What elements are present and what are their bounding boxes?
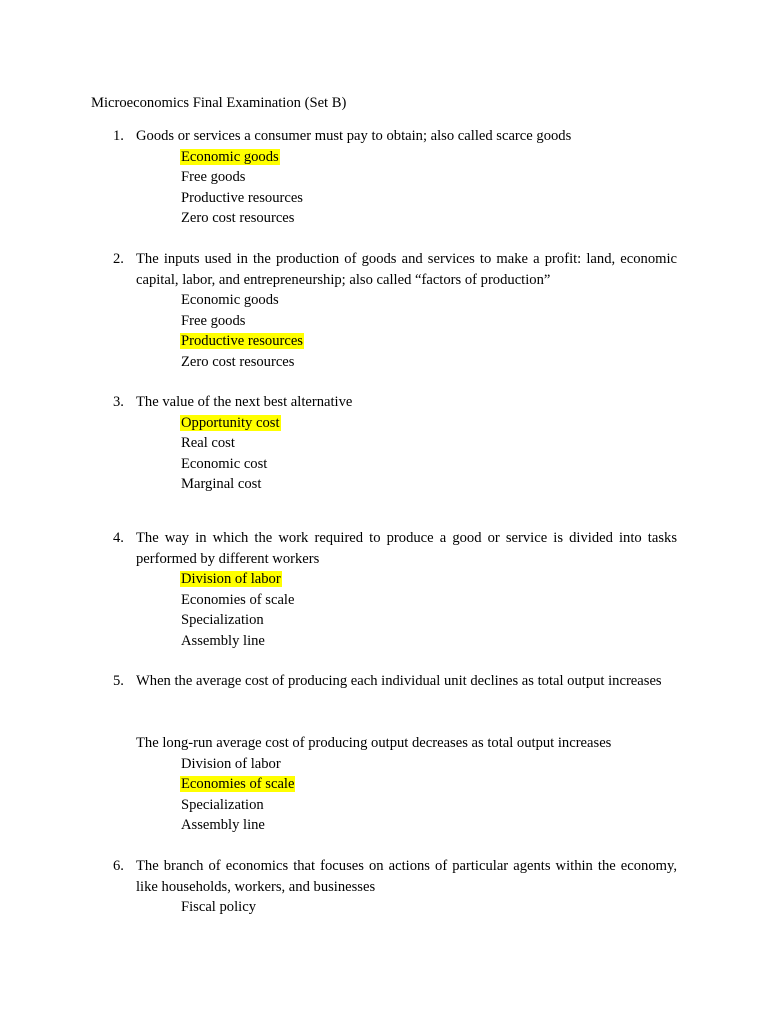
answer-option-label: Assembly line — [181, 817, 265, 834]
answer-option — [180, 188, 304, 209]
answer-options — [180, 147, 304, 229]
answer-option — [180, 331, 304, 352]
question-text: The branch of economics that focuses on actions of particular agents within the economy, like households, workers, and businesses — [136, 858, 677, 895]
answer-option-label: Specialization — [181, 612, 264, 629]
answer-option — [180, 590, 295, 611]
answer-option-label: Productive resources — [181, 333, 303, 350]
answer-option — [180, 795, 295, 816]
question-number: 4. — [113, 530, 124, 546]
answer-option-label: Real cost — [181, 435, 235, 452]
question-text: The inputs used in the production of goods and services to make a profit: land, economic capital, labor, and entrepreneurship; also called “factors of production” — [136, 251, 677, 288]
answer-option — [180, 352, 304, 373]
answer-option — [180, 474, 281, 495]
answer-option — [180, 897, 257, 918]
answer-option-label: Productive resources — [181, 189, 303, 206]
document-title: Microeconomics Final Examination (Set B) — [91, 95, 347, 111]
answer-option — [180, 167, 304, 188]
answer-option-label: Division of labor — [181, 755, 281, 772]
answer-option-label: Opportunity cost — [181, 414, 280, 431]
question-text: The value of the next best alternative — [136, 394, 353, 410]
answer-option — [180, 610, 295, 631]
answer-option — [180, 815, 295, 836]
answer-option-label: Fiscal policy — [181, 899, 256, 916]
answer-option-label: Economies of scale — [181, 591, 295, 608]
answer-option-label: Economic goods — [181, 148, 279, 165]
answer-option — [180, 290, 304, 311]
question-number: 1. — [113, 128, 124, 144]
answer-option-label: Zero cost resources — [181, 353, 295, 370]
question-text: When the average cost of producing each individual unit declines as total output increases — [136, 673, 662, 689]
answer-option — [180, 631, 295, 652]
answer-options — [180, 897, 257, 918]
answer-option-label: Economies of scale — [181, 776, 295, 793]
answer-option — [180, 433, 281, 454]
answer-option — [180, 774, 295, 795]
answer-option — [180, 754, 295, 775]
answer-options — [180, 754, 295, 836]
answer-option — [180, 311, 304, 332]
answer-options — [180, 569, 295, 651]
answer-option-label: Economic goods — [181, 292, 279, 309]
answer-option-label: Economic cost — [181, 455, 268, 472]
answer-option — [180, 208, 304, 229]
answer-option-label: Assembly line — [181, 632, 265, 649]
answer-options — [180, 413, 281, 495]
answer-option-label: Division of labor — [181, 571, 281, 588]
answer-option — [180, 569, 295, 590]
question-number: 5. — [113, 673, 124, 689]
answer-option-label: Specialization — [181, 796, 264, 813]
answer-option-label: Marginal cost — [181, 476, 262, 493]
answer-options — [180, 290, 304, 372]
question-number: 2. — [113, 251, 124, 267]
answer-option — [180, 454, 281, 475]
question-text: The way in which the work required to produce a good or service is divided into tasks performed by different workers — [136, 530, 677, 567]
answer-option-label: Free goods — [181, 169, 246, 186]
answer-option-label: Free goods — [181, 312, 246, 329]
answer-option — [180, 413, 281, 434]
question-text: Goods or services a consumer must pay to obtain; also called scarce goods — [136, 128, 572, 144]
question-number: 6. — [113, 858, 124, 874]
question-subtext: The long-run average cost of producing output decreases as total output increases — [136, 735, 612, 751]
question-number: 3. — [113, 394, 124, 410]
answer-option-label: Zero cost resources — [181, 210, 295, 227]
answer-option — [180, 147, 304, 168]
